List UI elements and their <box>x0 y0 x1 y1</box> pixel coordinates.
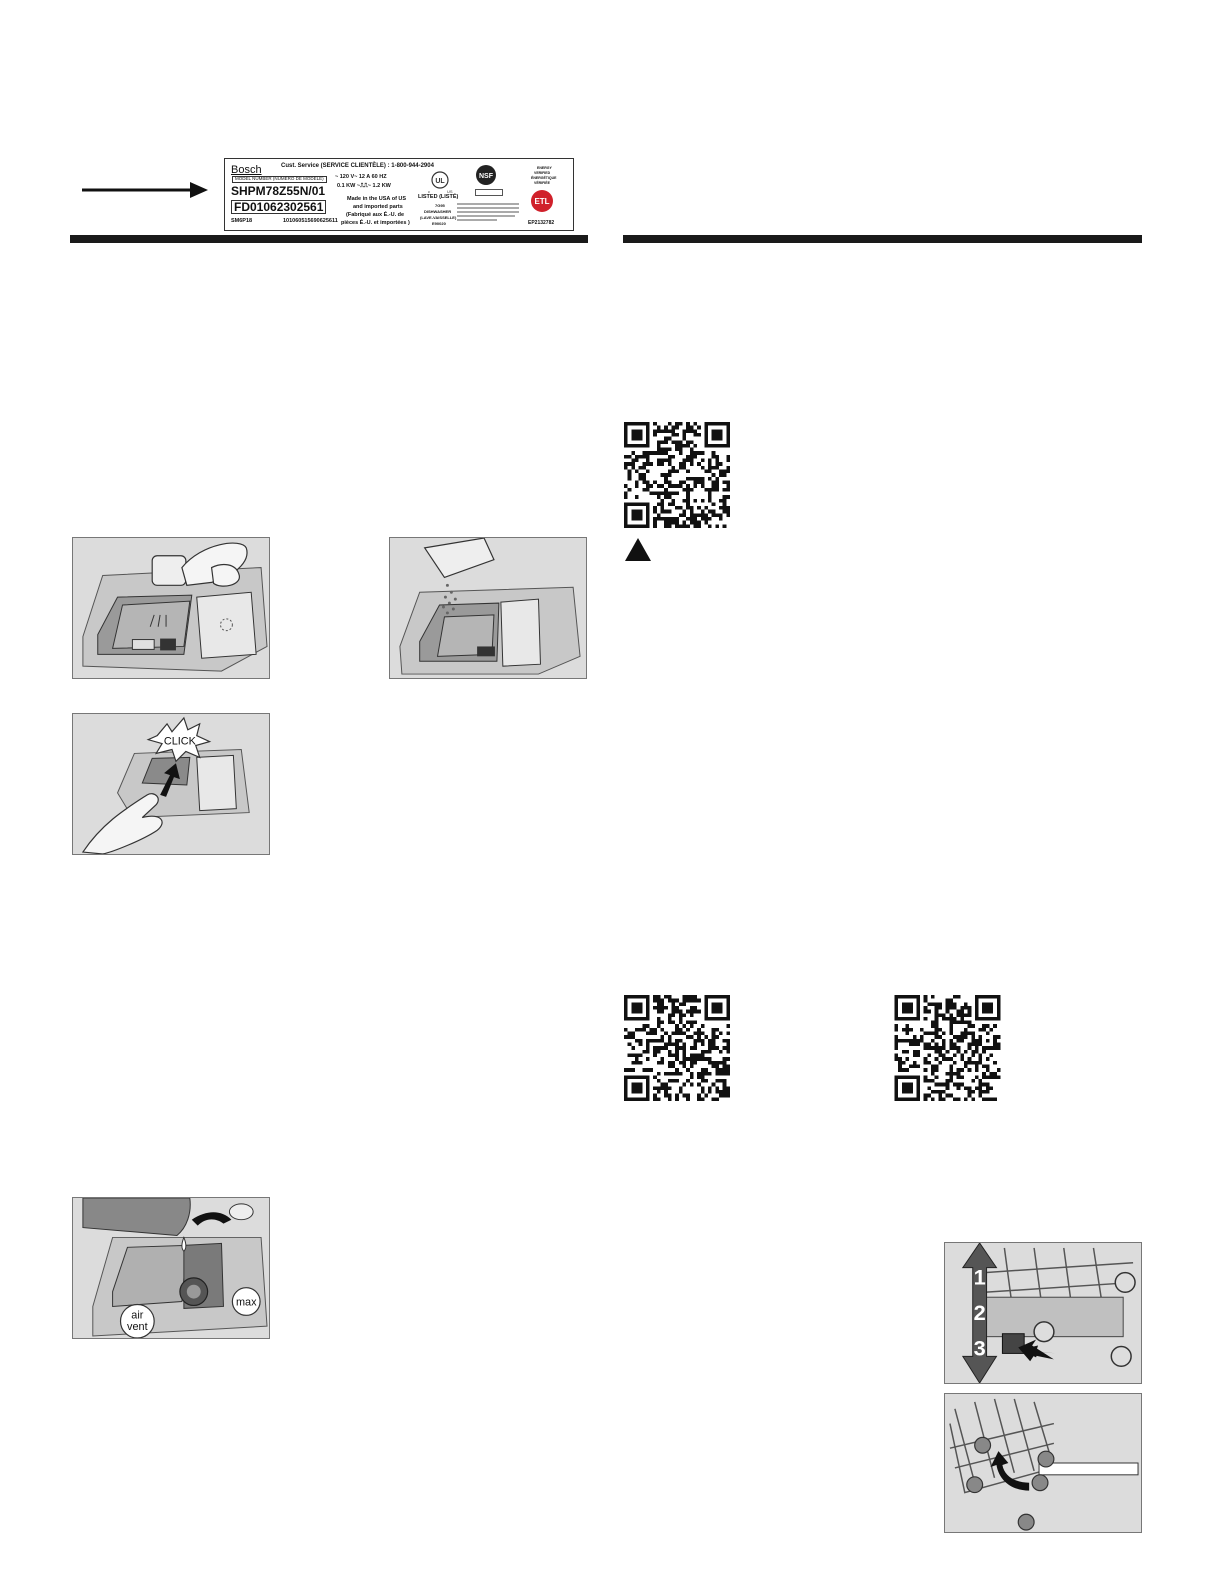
rating-plate-label <box>224 158 574 231</box>
energy-1: ENERGY <box>537 166 552 170</box>
detergent-tab-insert-figure <box>72 537 270 679</box>
listed-text: LISTED (LISTÉ) <box>418 194 459 200</box>
detergent-powder-figure <box>389 537 587 679</box>
svg-text:ETL: ETL <box>534 197 550 206</box>
fine-print <box>457 202 521 224</box>
rinse-aid-fill-figure <box>72 1197 270 1339</box>
rack-num-2: 2 <box>973 1299 986 1325</box>
nsf-logo-icon <box>475 164 497 186</box>
rack-wheel-removal-figure <box>944 1393 1142 1533</box>
qr-code-icon <box>624 422 730 528</box>
made-in-4: pièces É.-U. et importées ) <box>341 220 410 226</box>
warning-triangle-icon <box>624 537 652 562</box>
energy-3: ÉNERGÉTIQUE <box>531 176 557 180</box>
etl-logo-icon <box>530 189 554 213</box>
model-number-caption: MODEL NUMBER (NUMÉRO DE MODÈLE) <box>232 176 327 183</box>
listed-sub-1: 7G95 <box>435 203 445 208</box>
listed-sub-3: (LAVE-VAISSELLE) <box>420 215 457 220</box>
rack-height-adjust-figure <box>944 1242 1142 1384</box>
listed-sub-4: E90020 <box>432 221 446 226</box>
qr-code-icon <box>894 995 1001 1101</box>
svg-text:UL: UL <box>435 178 445 185</box>
code-serial: 101060515690625611 <box>283 218 338 224</box>
nsf-box <box>475 189 503 196</box>
made-in-3: (Fabriqué aux É.-U. de <box>346 212 405 218</box>
click-text: CLICK <box>163 735 196 748</box>
electrical-line-1: ~ 120 V~ 12 A 60 HZ <box>335 174 387 180</box>
close-lid-click-figure <box>72 713 270 855</box>
vent-text: vent <box>127 1321 148 1334</box>
made-in-2: and imported parts <box>353 204 403 210</box>
max-text: max <box>235 1296 257 1309</box>
brand-name: Bosch <box>231 164 262 176</box>
etl-code: EP2132782 <box>528 220 555 226</box>
fd-number: FD01062302561 <box>231 200 326 214</box>
svg-text:c: c <box>428 189 430 194</box>
customer-service: Cust. Service (SERVICE CLIENTÈLE) : 1-800-944-2904 <box>281 163 434 169</box>
qr-code-icon <box>624 995 730 1101</box>
section-rule-right <box>623 235 1142 243</box>
model-number: SHPM78Z55N/01 <box>231 184 326 198</box>
made-in-1: Made in the USA of US <box>347 196 407 202</box>
rack-num-1: 1 <box>973 1264 986 1290</box>
code-left: SM6P18 <box>231 218 253 224</box>
nsf-text: NSF <box>479 173 493 180</box>
rack-num-3: 3 <box>973 1335 986 1361</box>
energy-4: VÉRIFIÉE <box>534 181 550 185</box>
section-rule-left <box>70 235 588 243</box>
energy-2: VERIFIED <box>534 171 551 175</box>
svg-text:US: US <box>447 189 453 194</box>
ul-logo-icon <box>425 169 455 195</box>
air-text: air <box>131 1309 144 1322</box>
electrical-line-2: 0.1 KW ~⎍⎍~ 1.2 KW <box>337 183 391 189</box>
listed-sub-2: DISHWASHER <box>424 209 452 214</box>
right-arrow-icon <box>82 180 210 200</box>
